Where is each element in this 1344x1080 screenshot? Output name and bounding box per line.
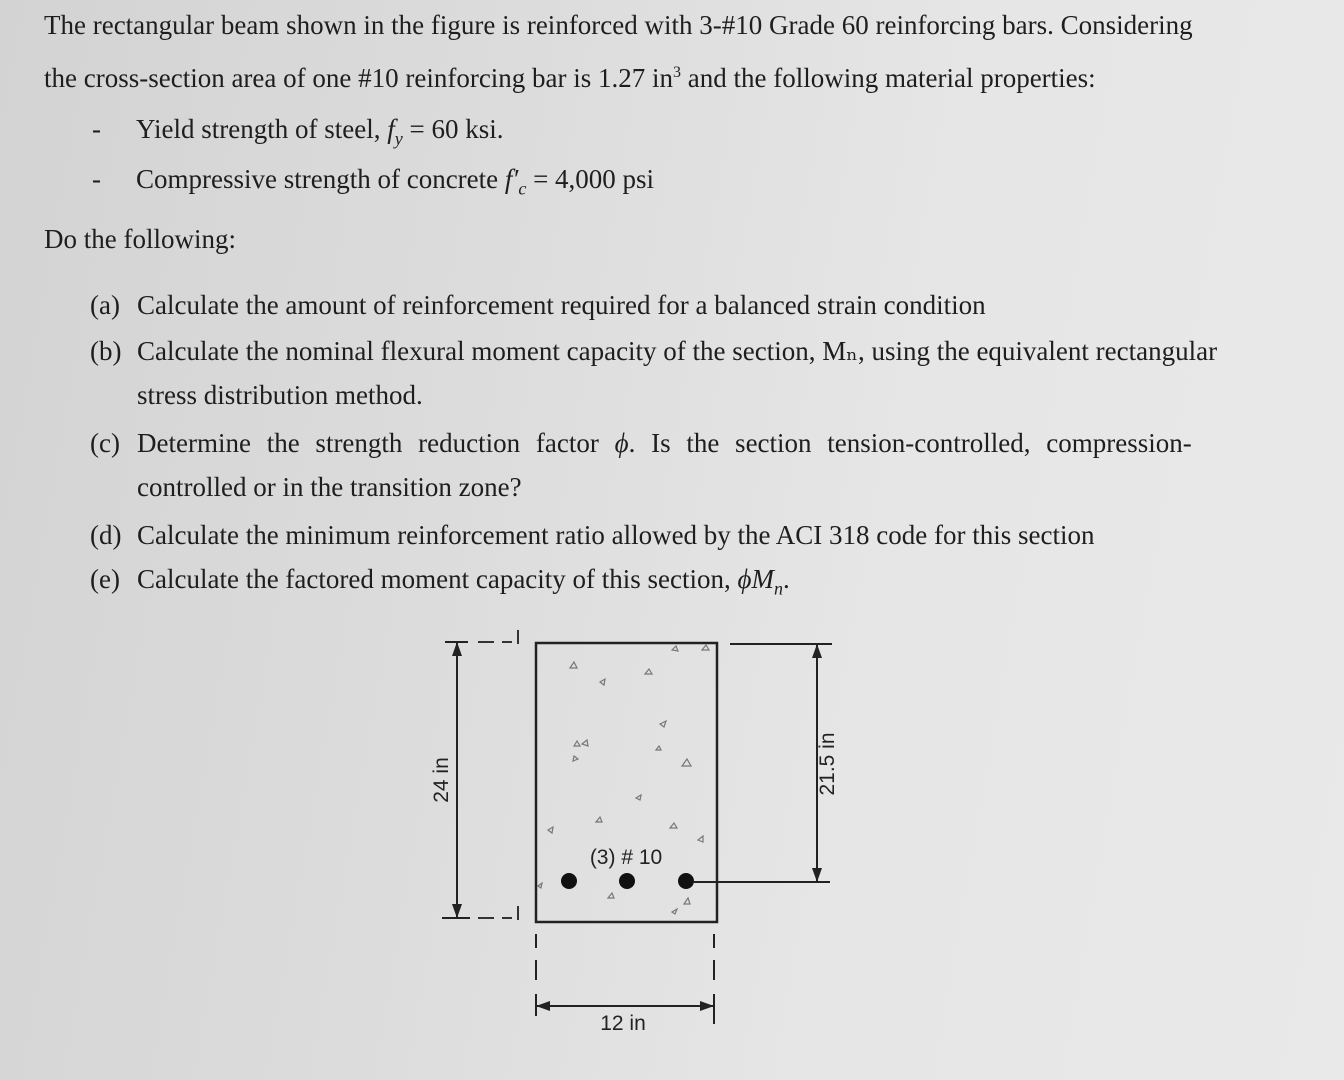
concrete-aggregate-marks — [538, 645, 709, 914]
height-label: 24 in — [430, 757, 453, 803]
bullet2-subscript: c — [518, 178, 527, 199]
width-label: 12 in — [600, 1012, 646, 1035]
question-d — [90, 518, 1095, 552]
question-d-label: (d) — [90, 520, 122, 550]
height-dimension — [442, 642, 470, 918]
question-a-text: Calculate the amount of reinforcement required for a balanced strain condition — [137, 290, 986, 320]
bullet1-text-b: = 60 ksi. — [402, 114, 504, 144]
bullet2-text-a: Compressive strength of concrete — [136, 164, 505, 194]
intro-line-2-text-b: and the following material properties: — [681, 63, 1096, 93]
bullet1-text-a: Yield strength of steel, — [136, 114, 388, 144]
do-following-heading: Do the following: — [44, 224, 236, 254]
rebar-label: (3) # 10 — [589, 846, 663, 869]
rebar-1 — [561, 873, 577, 889]
question-d-text: Calculate the minimum reinforcement ratio allowed by the ACI 318 code for this section — [137, 520, 1095, 550]
question-c-continuation: controlled or in the transition zone? — [137, 472, 522, 502]
intro-line-2-superscript: 3 — [673, 64, 682, 81]
question-c-text-a: Determine the strength reduction factor — [137, 428, 615, 458]
rebar-2 — [619, 873, 635, 889]
bullet2-variable: f — [504, 164, 513, 194]
question-e-text-b: . — [783, 564, 790, 594]
bullet-dash: - — [92, 114, 101, 144]
question-c-text-b: . Is the section tension-controlled, compression- — [628, 428, 1192, 458]
question-e-label: (e) — [90, 564, 120, 594]
question-e-subscript: n — [774, 578, 783, 599]
extension-dashes-left — [478, 630, 518, 920]
intro-line-1: The rectangular beam shown in the figure is reinforced with 3-#10 Grade 60 reinforcing bars. Considering — [44, 10, 1193, 40]
rebar-3 — [678, 873, 694, 889]
question-e-text-a: Calculate the factored moment capacity of this section, — [137, 564, 738, 594]
bullet2-text-b: = 4,000 psi — [526, 164, 655, 194]
question-c-phi-symbol: ϕ — [614, 428, 629, 458]
question-b-text: Calculate the nominal flexural moment capacity of the section, Mₙ, using the equivalent rectangular — [137, 336, 1218, 366]
bullet-compressive-strength — [92, 162, 654, 205]
beam-section — [536, 643, 717, 922]
depth-dimension — [694, 644, 832, 882]
question-b — [90, 334, 1217, 368]
bullet2-prime: ′ — [512, 164, 519, 194]
intro-line-2 — [44, 56, 1096, 95]
width-dimension — [536, 934, 714, 1024]
bullet1-subscript: y — [394, 128, 403, 149]
question-c — [90, 426, 1192, 460]
question-b-continuation: stress distribution method. — [137, 380, 423, 410]
question-e — [90, 562, 790, 605]
question-c-label: (c) — [90, 428, 120, 458]
question-b-label: (b) — [90, 336, 122, 366]
intro-line-2-text-a: the cross-section area of one #10 reinforcing bar is 1.27 in — [44, 63, 674, 93]
question-e-phi-m-symbol: ϕM — [737, 564, 774, 594]
bullet1-variable: f — [387, 114, 395, 144]
question-a-label: (a) — [90, 290, 120, 320]
bullet-dash: - — [92, 164, 101, 194]
question-a — [90, 288, 986, 322]
bullet-yield-strength — [92, 112, 503, 155]
depth-label: 21.5 in — [816, 732, 839, 796]
